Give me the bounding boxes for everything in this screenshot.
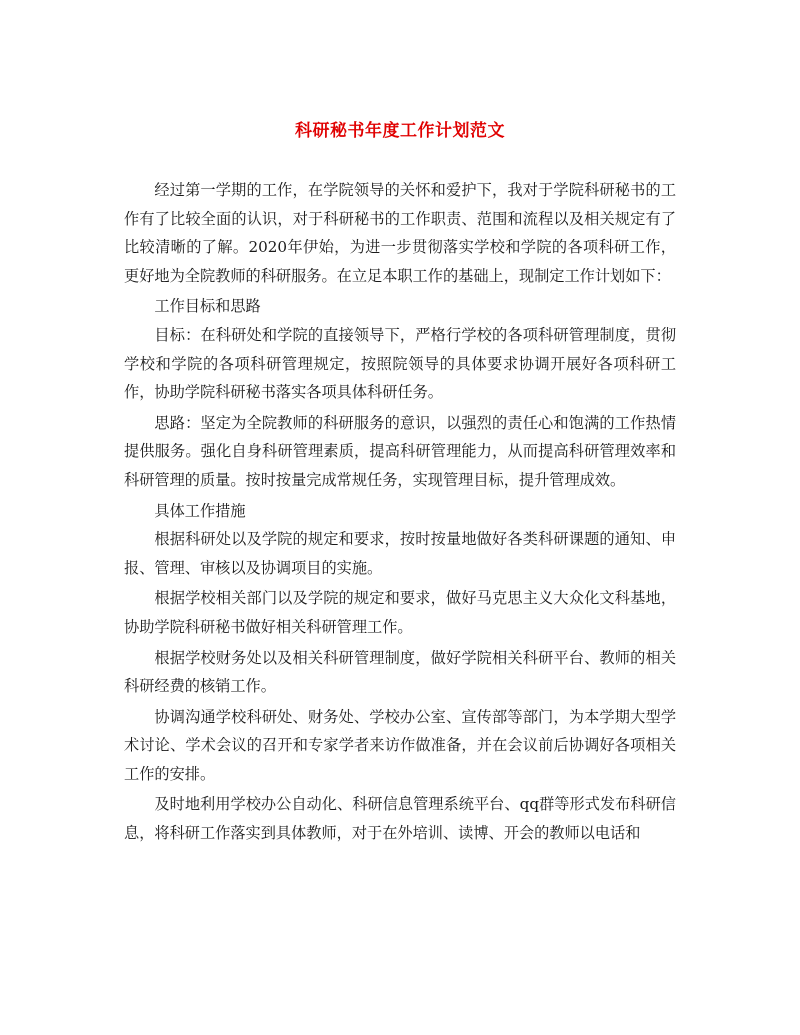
document-title: 科研秘书年度工作计划范文 <box>295 121 505 141</box>
section-heading-goals: 工作目标和思路 <box>154 297 261 316</box>
goal-paragraph: 目标：在科研处和学院的直接领导下，严格行学校的各项科研管理制度，贯彻学校和学院的各项科研管理规定，按照院领导的具体要求协调开展好各项科研工作，协助学院科研秘书落实各项具体科研任务。 <box>124 325 676 402</box>
measure-paragraph-2: 根据学校相关部门以及学院的规定和要求，做好马克思主义大众化文科基地，协助学院科研秘书做好相关科研管理工作。 <box>124 589 676 636</box>
measure-paragraph-5: 及时地利用学校办公自动化、科研信息管理系统平台、qq群等形式发布科研信息，将科研工作落实到具体教师，对于在外培训、读博、开会的教师以电话和 <box>124 795 676 843</box>
measure-paragraph-3: 根据学校财务处以及相关科研管理制度，做好学院相关科研平台、教师的相关科研经费的核销工作。 <box>124 648 676 696</box>
measure-paragraph-1: 根据科研处以及学院的规定和要求，按时按量地做好各类科研课题的通知、申报、管理、审核以及协调项目的实施。 <box>124 530 676 577</box>
measure-paragraph-4: 协调沟通学校科研处、财务处、学校办公室、宣传部等部门，为本学期大型学术讨论、学术会议的召开和专家学者来访作做准备，并在会议前后协调好各项相关工作的安排。 <box>124 707 676 783</box>
intro-paragraph: 经过第一学期的工作，在学院领导的关怀和爱护下，我对于学院科研秘书的工作有了比较全面的认识，对于科研秘书的工作职责、范围和流程以及相关规定有了比较清晰的了解。2020年伊始，为进一步贯彻落实学校和学院的各项科研工作，更好地为全院教师的科研服务。在立足本职工作的基础上，现制定工作计划如下： <box>124 181 676 285</box>
document-body <box>124 176 676 850</box>
section-heading-measures: 具体工作措施 <box>154 501 246 520</box>
approach-paragraph: 思路：坚定为全院教师的科研服务的意识，以强烈的责任心和饱满的工作热情提供服务。强化自身科研管理素质，提高科研管理能力，从而提高科研管理效率和科研管理的质量。按时按量完成常规任务，实现管理目标，提升管理成效。 <box>124 413 676 489</box>
